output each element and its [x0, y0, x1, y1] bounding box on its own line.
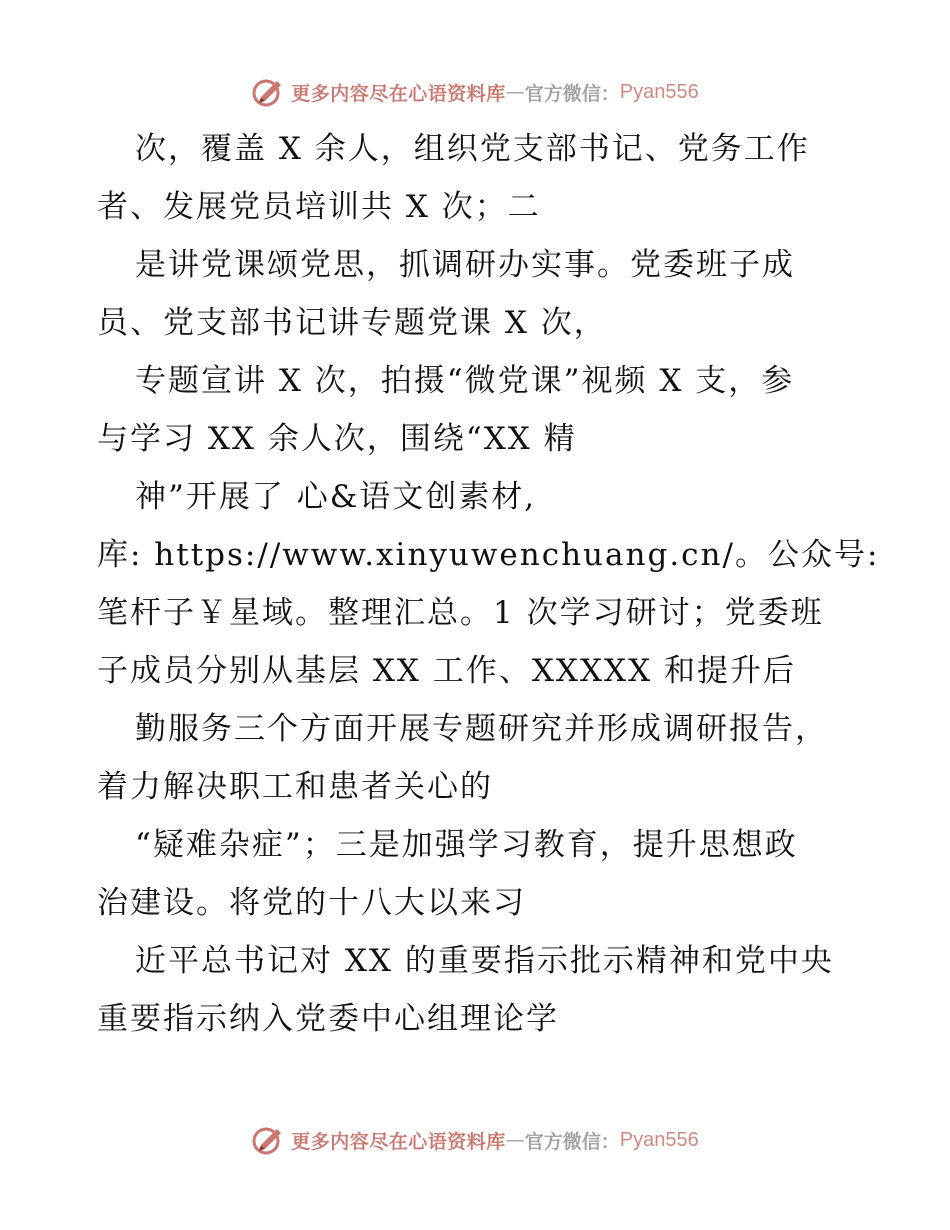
body-line: 者、发展党员培训共 X 次；二: [97, 189, 541, 225]
body-line: 子成员分别从基层 XX 工作、XXXXX 和提升后: [97, 653, 797, 689]
body-line: 笔杆子￥星域。整理汇总。1 次学习研讨；党委班: [97, 595, 824, 631]
body-line: 勤服务三个方面开展专题研究并形成调研报告，: [135, 711, 828, 747]
pen-logo-icon: [251, 75, 285, 109]
footer-banner: [0, 1120, 950, 1160]
banner-wechat-label: 官方微信：: [524, 82, 620, 105]
banner-wechat-id: Pyan556: [619, 1128, 699, 1151]
body-line: 是讲党课颂党思，抓调研办实事。党委班子成: [135, 247, 795, 283]
body-line: 员、党支部书记讲专题党课 X 次，: [97, 305, 607, 341]
body-line: 着力解决职工和患者关心的: [97, 769, 493, 805]
banner-title: 更多内容尽在心语资料库: [291, 82, 506, 105]
body-line: 神”开展了 心&语文创素材,: [135, 479, 537, 515]
body-line: 次，覆盖 X 余人，组织党支部书记、党务工作: [135, 131, 810, 167]
body-line: 近平总书记对 XX 的重要指示批示精神和党中央: [135, 943, 834, 979]
body-line: 与学习 XX 余人次，围绕“XX 精: [97, 421, 577, 457]
banner-separator: —: [505, 1129, 525, 1151]
banner-separator: —: [505, 81, 525, 103]
pen-logo-icon: [251, 1123, 285, 1157]
body-line: 治建设。将党的十八大以来习: [97, 885, 526, 921]
header-banner: [0, 72, 950, 112]
body-line: 库: https://www.xinyuwenchuang.cn/。公众号:: [97, 537, 880, 573]
banner-title: 更多内容尽在心语资料库: [291, 1130, 506, 1153]
banner-wechat-id: Pyan556: [619, 80, 699, 103]
banner-wechat-label: 官方微信：: [524, 1130, 620, 1153]
body-line: 重要指示纳入党委中心组理论学: [97, 1001, 559, 1037]
body-line: “疑难杂症”；三是加强学习教育，提升思想政: [135, 827, 798, 863]
body-line: 专题宣讲 X 次，拍摄“微党课”视频 X 支，参: [135, 363, 795, 399]
document-body: [97, 120, 880, 1048]
